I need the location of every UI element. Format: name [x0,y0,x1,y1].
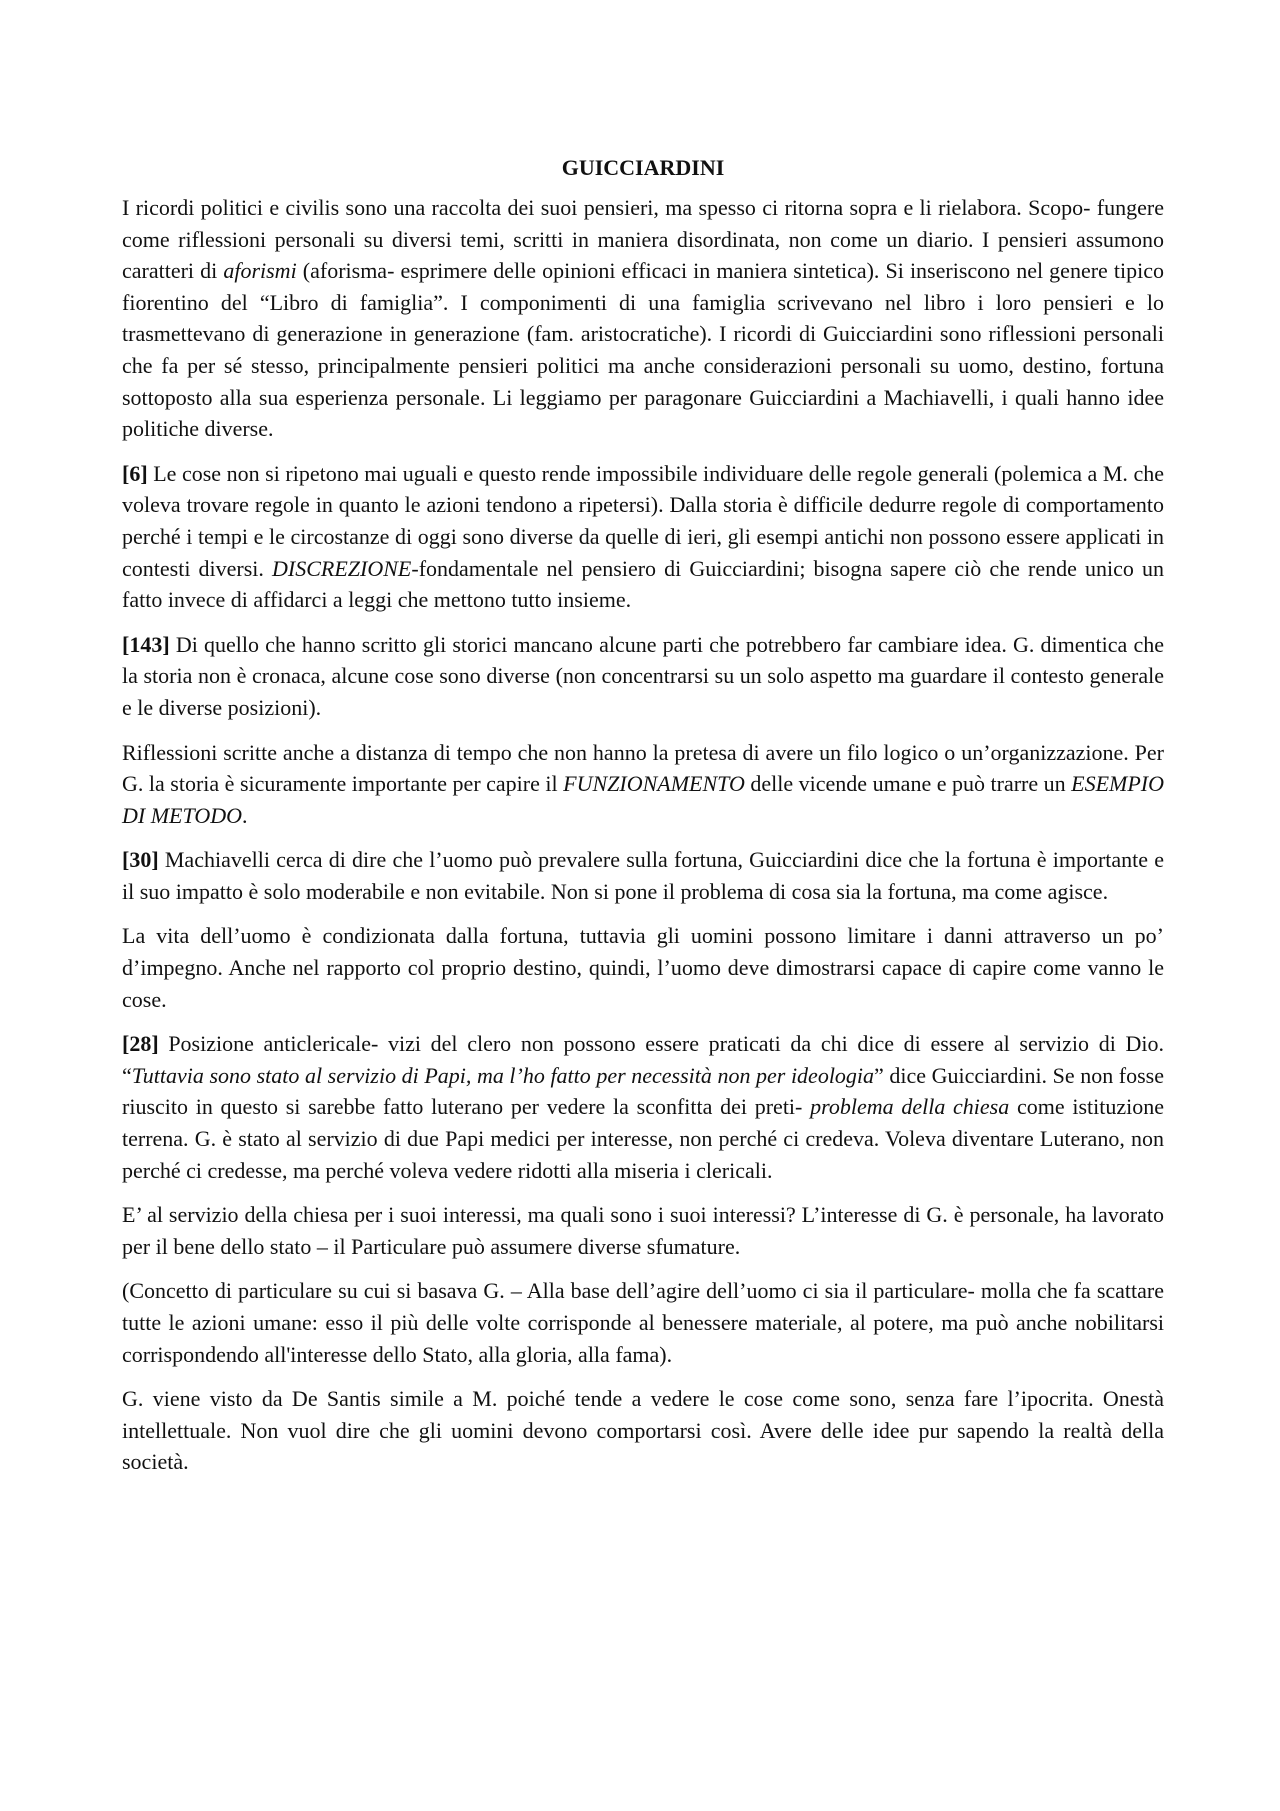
paragraph-ricordo-30 [122,844,1164,907]
ricordo-number: [30] [122,847,159,873]
text-run: La vita dell’uomo è condizionata dalla fortuna, tuttavia gli uomini possono limitare i danni attraverso un po’ d’impegno. Anche nel rapporto col proprio destino, quindi, l’uomo deve dimostrarsi capace di capire come vanno le cose. [122,923,1164,1012]
italic-term: DISCREZIONE- [272,555,419,581]
ricordo-number: [28] [122,1031,159,1057]
italic-quote: Tuttavia sono stato al servizio di Papi, ma l’ho fatto per necessità non per ideologia [131,1062,875,1088]
text-run: I ricordi politici e civilis sono una raccolta dei suoi pensieri, ma spesso ci ritorna sopra e li rielabora. Scopo- fungere come riflessioni personali su diversi temi, scritti in maniera disordinata, non come un diario. I pensieri assumono caratteri di [122,195,1164,284]
text-run: Le cose non si ripetono mai uguali e questo rende impossibile individuare delle regole generali (polemica a M. che voleva trovare regole in quanto le azioni tendono a ripetersi). Dalla storia è difficile dedurre regole di comportamento perché i tempi e le circostanze di oggi sono diverse da quelle di ieri, gli esempi antichi non possono essere applicati in contesti diversi. [122,460,1164,581]
italic-term: problema della chiesa [810,1094,1010,1120]
ricordo-number: [143] [122,631,170,657]
paragraph-interessi [122,1199,1164,1262]
ricordo-number: [6] [122,460,148,486]
text-run: (Concetto di particulare su cui si basava G. – Alla base dell’agire dell’uomo ci sia il particulare- molla che fa scattare tutte le azioni umane: esso il più delle volte corrisponde al benessere materiale, al potere, ma può anche nobilitarsi corrispondendo all'interesse dello Stato, alla gloria, alla fama). [122,1278,1164,1367]
text-run: E’ al servizio della chiesa per i suoi interessi, ma quali sono i suoi interessi? L’interesse di G. è personale, ha lavorato per il bene dello stato – il Particulare può assumere diverse sfumature. [122,1202,1164,1259]
text-run: come istituzione terrena. G. è stato al servizio di due Papi medici per interesse, non perché ci credeva. Voleva diventare Luterano, non perché ci credesse, ma perché voleva vedere ridotti alla miseria i clericali. [122,1094,1164,1183]
text-run: Machiavelli cerca di dire che l’uomo può prevalere sulla fortuna, Guicciardini dice che la fortuna è importante e il suo impatto è solo moderabile e non evitabile. Non si pone il problema di cosa sia la fortuna, ma come agisce. [122,847,1164,904]
paragraph-ricordo-143 [122,629,1164,724]
paragraph-intro [122,192,1164,445]
text-run: (aforisma- esprimere delle opinioni efficaci in maniera sintetica). Si inseriscono nel genere tipico fiorentino del “Libro di famiglia”. I componimenti di una famiglia scrivevano nel libro i loro pensieri e lo trasmettevano di generazione in generazione (fam. aristocratiche). I ricordi di Guicciardini sono riflessioni personali che fa per sé stesso, principalmente pensieri politici ma anche considerazioni personali su uomo, destino, fortuna sottoposto alla sua esperienza personale. Li leggiamo per paragonare Guicciardini a Machiavelli, i quali hanno idee politiche diverse. [122,258,1164,442]
paragraph-de-santis [122,1383,1164,1478]
text-run: delle vicende umane e può trarre un [744,771,1072,797]
text-run: fondamentale nel pensiero di Guicciardini; bisogna sapere ciò che rende unico un fatto invece di affidarci a leggi che mettono tutto insieme. [122,555,1164,613]
paragraph-particulare [122,1275,1164,1370]
text-run: G. viene visto da De Santis simile a M. poiché tende a vedere le cose come sono, senza fare l’ipocrita. Onestà intellettuale. Non vuol dire che gli uomini devono comportarsi così. Avere delle idee pur sapendo la realtà della società. [122,1386,1164,1475]
document-body [122,152,1164,1491]
text-run: . [241,802,248,828]
text-run: Di quello che hanno scritto gli storici mancano alcune parti che potrebbero far cambiare idea. G. dimentica che la storia non è cronaca, alcune cose sono diverse (non concentrarsi su un solo aspetto ma guardare il contesto generale e le diverse posizioni). [122,631,1164,720]
paragraph-fortuna [122,920,1164,1015]
text-run: Posizione anticlericale- vizi del clero non possono essere praticati da chi dice di essere al servizio di Dio. “ [122,1031,1164,1088]
italic-term: aforismi [223,258,297,284]
paragraph-ricordo-28 [122,1028,1164,1186]
paragraph-ricordo-6 [122,458,1164,616]
paragraph-riflessioni [122,737,1164,832]
text-run: Riflessioni scritte anche a distanza di tempo che non hanno la pretesa di avere un filo logico o un’organizzazione. Per G. la storia è sicuramente importante per capire il [122,739,1164,797]
italic-term: ESEMPIO DI METODO [122,771,1165,828]
italic-term: FUNZIONAMENTO [563,771,745,797]
text-run: ” dice Guicciardini. Se non fosse riuscito in questo si sarebbe fatto luterano per vedere la sconfitta dei preti- [122,1062,1164,1120]
document-title: GUICCIARDINI [561,155,725,180]
